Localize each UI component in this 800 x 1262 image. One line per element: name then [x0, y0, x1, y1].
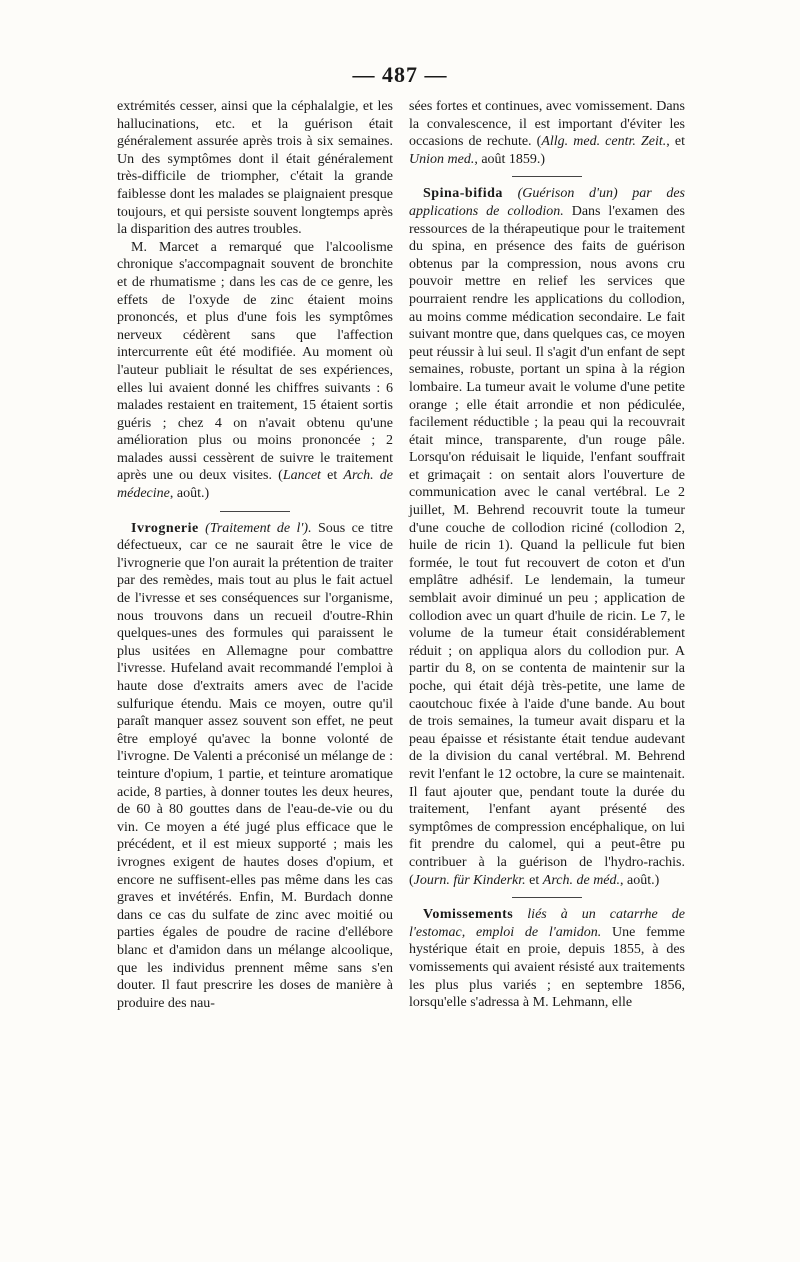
- ref-open: (: [409, 872, 414, 888]
- paragraph-continuation: extrémités cesser, ainsi que la céphalalgie, et les hallucinations, etc. et la guérison était généralement assurée après trois à six semaines. Un des symptômes dont il était généralement très-difficile de triompher, c'était la grande faiblesse dont les malades se plaignaient presque toujours, et qui persiste souvent longtemps après la disparition des autres troubles.: [117, 99, 393, 238]
- page-number: — 487 —: [352, 62, 448, 87]
- section-vomissements: [409, 906, 685, 1012]
- section-spina-bifida: [409, 185, 685, 889]
- ref-close: , août 1859.): [474, 151, 546, 167]
- ref-and: et: [525, 872, 543, 888]
- section-title: Ivrognerie: [131, 520, 199, 536]
- ref-journal: Journ. für Kinderkr.: [413, 872, 526, 888]
- ref-journal: Arch. de médecine: [117, 468, 393, 502]
- paragraph-text: M. Marcet a remarqué que l'alcoolisme chronique s'accompagnait souvent de bronchite et de rhumatisme ; dans les cas de ce genre, les effets de l'oxyde de zinc étaient moins prononcés, et plus d'une fois les symptômes nerveux cédèrent sans que l'affection intercurrente eût été modifiée. Au moment où l'auteur publiait le résultat de ses expériences, elles lui avaient donné les chiffres suivants : 6 malades restaient en traitement, 15 étaient sortis guéris ; chez 4 on n'avait obtenu qu'une amélioration plus ou moins prononcée ; 2 malades aussi cessèrent de suivre le traitement après une ou deux visites.: [117, 239, 393, 484]
- left-column: [117, 98, 393, 1012]
- ref-journal: Allg. med. centr. Zeit.: [541, 134, 667, 150]
- right-column: [409, 98, 685, 1012]
- ref-open: (: [278, 468, 283, 484]
- section-title: Spina-bifida: [423, 186, 503, 202]
- ref-close: , août.): [620, 872, 660, 888]
- section-subtitle: (Guérison d'un) par des applications de collodion.: [409, 186, 686, 219]
- section-divider: [512, 176, 582, 177]
- section-divider: [220, 511, 290, 512]
- paragraph-text: sées fortes et continues, avec vomissement. Dans la convalescence, il est important d'éviter les occasions de rechute. (: [409, 99, 685, 150]
- section-title: Vomissements: [423, 907, 514, 923]
- section-text: Sous ce titre défectueux, car ce ne saurait être le vice de l'ivrognerie que l'on aurait la prétention de traiter par des remèdes, mais tout au plus le fait actuel de l'ivresse et ses conséquences sur l'organisme, nous trouvons dans un recueil d'outre-Rhin quelques-unes des formules qui paraissent le plus usitées en Allemagne pour combattre l'ivresse. Hufeland avait recommandé l'emploi à haute dose d'extraits amers avec de l'acide sulfurique étendu. Mais ce moyen, outre qu'il paraît manquer assez souvent son effet, ne peut être employé qu'avec la bonne volonté de l'ivrogne. De Valenti a préconisé un mélange de : teinture d'opium, 1 partie, et teinture aromatique acide, 8 parties, à donner toutes les deux heures, de 60 à 80 gouttes dans de l'eau-de-vie ou du vin. Ce moyen a été jugé plus efficace que le précédent, et il est mieux supporté ; mais les ivrognes exigent de hautes doses d'opium, et encore ne suffisent-elles pas même dans les cas graves et invétérés. Enfin, M. Burdach donne dans ce cas du sulfate de zinc avec moitié ou parties égales de poudre de racine d'ellébore blanc et d'amidon dans un mélange alcoolique, que les individus prennent même sans s'en douter. Il faut prescrire les doses de manière à produire des nau-: [117, 520, 394, 1011]
- ref-journal: Union med.: [409, 151, 475, 167]
- paragraph-continuation: [409, 98, 685, 168]
- section-subtitle: (Traitement de l').: [205, 520, 312, 536]
- ref-and: , et: [666, 134, 685, 150]
- section-subtitle: liés à un catarrhe de l'estomac, emploi de l'amidon.: [409, 907, 686, 940]
- ref-journal: Arch. de méd.: [542, 872, 621, 888]
- section-text: Dans l'examen des ressources de la thérapeutique pour le traitement du spina, en présence des faits de guérison obtenus par la compression, nous avons cru pouvoir mettre en relief les services que pourraient rendre les applications du collodion, au moins comme médication secondaire. Le fait suivant montre que, dans quelques cas, ce moyen peut réussir à lui seul. Il s'agit d'un enfant de sept semaines, robuste, portant un spina à la région lombaire. La tumeur avait le volume d'une petite orange ; elle était arrondie et non pédiculée, facilement réductible ; la peau qui la recouvrait était mince, transparente, d'un rouge pâle. Lorsqu'on réduisait le liquide, l'enfant souffrait et grimaçait : on sentait alors l'ouverture de communication avec le canal vertébral. Le 2 juillet, M. Behrend recouvrit toute la tumeur d'une couche de collodion riciné (collodion 2, huile de ricin 1). Quand la pellicule fut bien formée, le tout fut recouvert de coton et d'un emplâtre adhésif. Le lendemain, la tumeur semblait avoir diminué un peu ; application de collodion avec un quart d'huile de ricin. Le 7, le volume de la tumeur était considérablement réduit ; on appliqua alors du collodion pur. A partir du 8, on se contenta de maintenir sur la poche, qui était déjà très-petite, une lame de caoutchouc fixée à l'aide d'une bande. Au bout de trois semaines, la tumeur avait disparu et la peau épaisse et résistante était tendue audevant de la division du canal vertébral. M. Behrend revit l'enfant le 12 octobre, la cure se maintenait. Il faut ajouter que, pendant toute la durée du traitement, l'enfant ayant présenté des symptômes de compression encéphalique, on lui fit prendre du calomel, qui a peut-être pu contribuer à la guérison de l'hydro-rachis.: [409, 203, 685, 870]
- ref-and: et: [320, 468, 344, 484]
- section-text: Une femme hystérique était en proie, depuis 1855, à des vomissements qui avaient résisté aux traitements les plus plus variés ; en septembre 1856, lorsqu'elle s'adressa à M. Lehmann, elle: [409, 924, 685, 1011]
- paragraph-marcet: [117, 239, 393, 503]
- ref-journal: Lancet: [282, 468, 321, 484]
- section-ivrognerie: [117, 520, 393, 1013]
- section-divider: [512, 897, 582, 898]
- ref-close: , août.): [169, 486, 210, 502]
